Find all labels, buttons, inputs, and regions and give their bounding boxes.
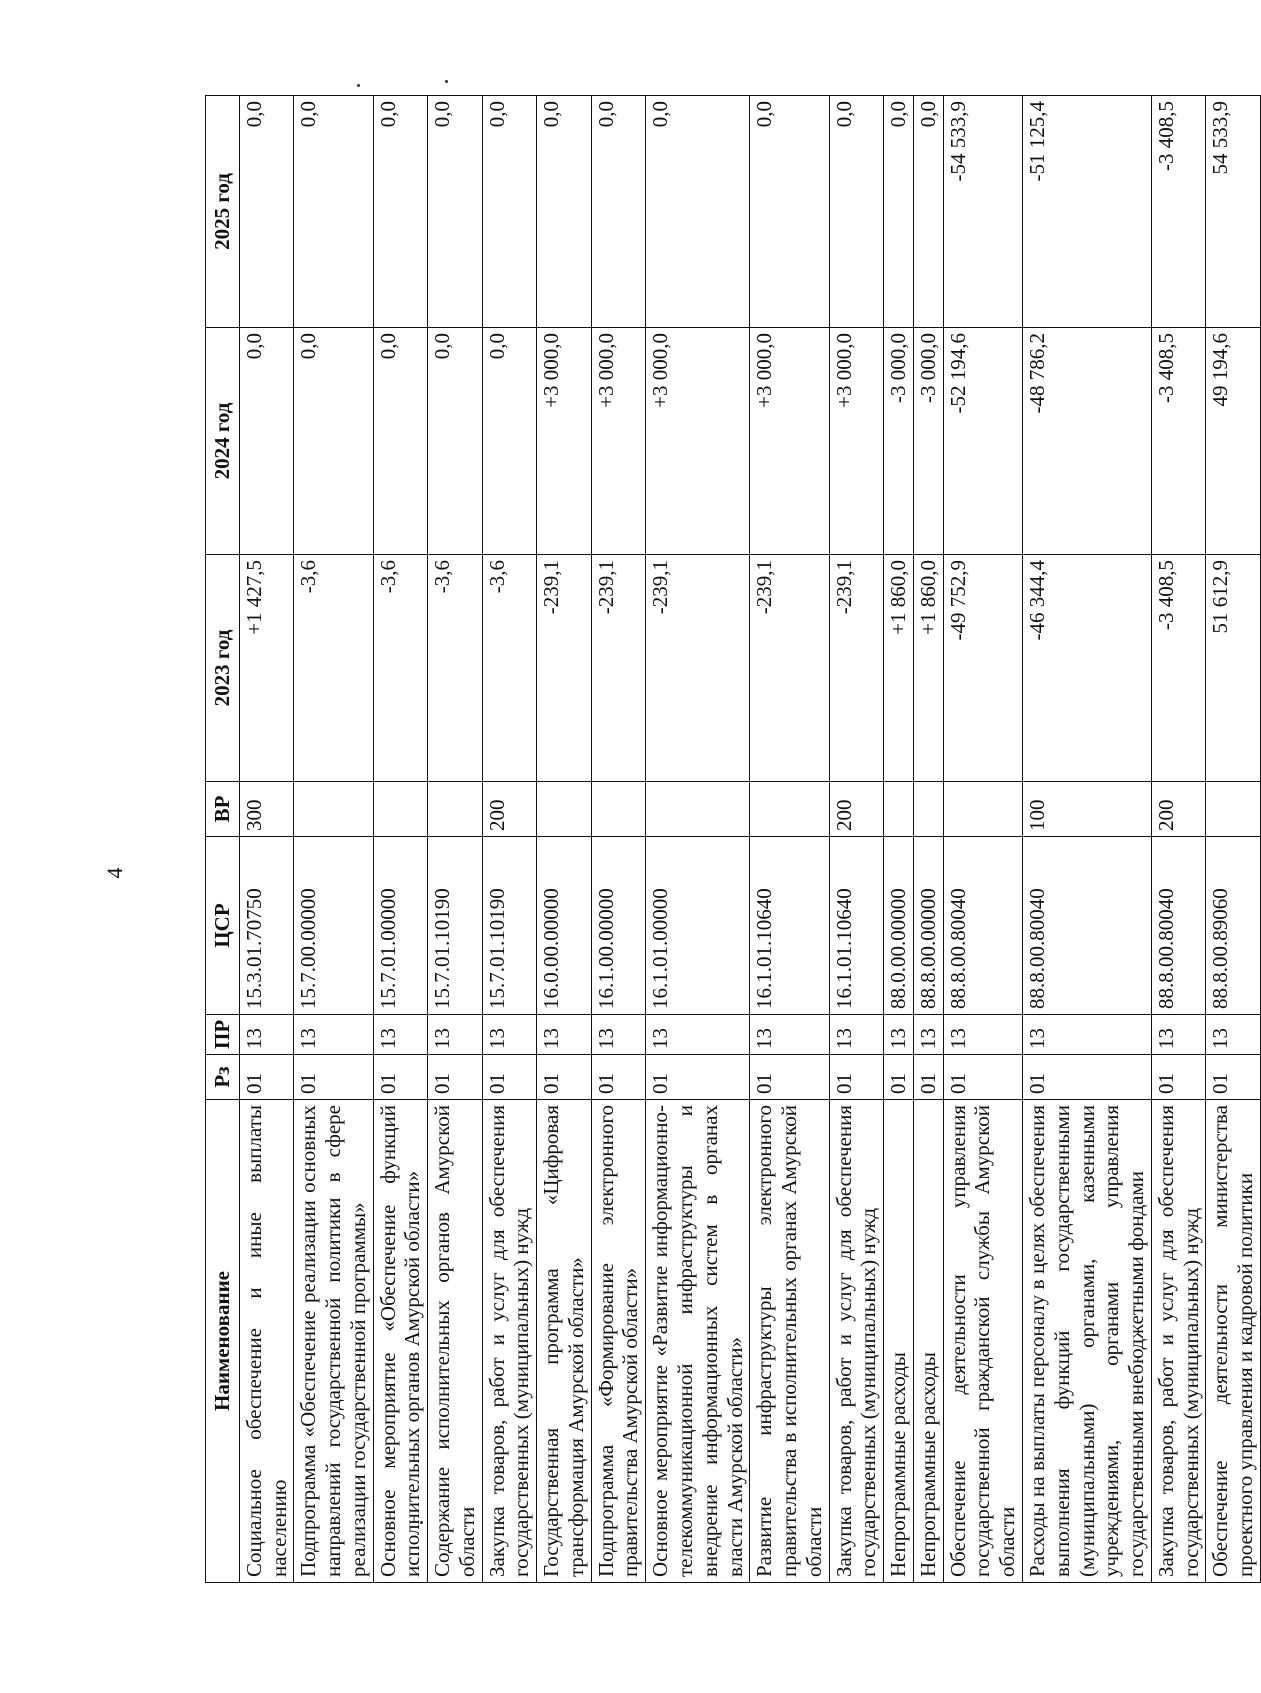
cell-csr: 16.0.00.00000	[537, 837, 592, 1015]
cell-2025: 0,0	[646, 96, 750, 328]
table-row	[1206, 96, 1261, 1583]
budget-table-rotated	[205, 96, 1258, 1583]
cell-rz: 01	[591, 1055, 646, 1100]
cell-2023: -239,1	[750, 555, 829, 782]
cell-csr: 16.1.01.10640	[829, 837, 884, 1015]
cell-pr: 13	[428, 1015, 483, 1055]
cell-pr: 13	[239, 1015, 294, 1055]
cell-2024: -48 786,2	[1022, 328, 1151, 555]
cell-2025: 54 533,9	[1206, 96, 1261, 328]
cell-name: Государственная программа «Цифровая трансформация Амурской области»	[537, 1100, 592, 1583]
cell-2023: +1 860,0	[913, 555, 943, 782]
cell-2023: -3,6	[428, 555, 483, 782]
table-row	[750, 96, 829, 1583]
cell-vr	[913, 782, 943, 837]
cell-csr: 15.7.01.10190	[428, 837, 483, 1015]
cell-2023: -49 752,9	[943, 555, 1022, 782]
cell-csr: 15.7.01.00000	[373, 837, 428, 1015]
cell-rz: 01	[913, 1055, 943, 1100]
cell-2024: 49 194,6	[1206, 328, 1261, 555]
header-pr: ПР	[206, 1015, 240, 1055]
cell-csr: 15.3.01.70750	[239, 837, 294, 1015]
cell-2023: -3,6	[373, 555, 428, 782]
cell-csr: 88.8.00.89060	[1206, 837, 1261, 1015]
cell-vr	[591, 782, 646, 837]
cell-vr: 200	[829, 782, 884, 837]
cell-2023: +1 860,0	[884, 555, 914, 782]
cell-2024: +3 000,0	[829, 328, 884, 555]
cell-pr: 13	[1206, 1015, 1261, 1055]
cell-name: Обеспечение деятельности министерства проектного управления и кадровой политики	[1206, 1100, 1261, 1583]
cell-vr	[884, 782, 914, 837]
cell-vr: 200	[482, 782, 537, 837]
cell-pr: 13	[482, 1015, 537, 1055]
cell-pr: 13	[829, 1015, 884, 1055]
cell-vr	[294, 782, 373, 837]
cell-name: Основное мероприятие «Развитие информационно-телекоммуникационной инфраструктуры и внедрение информационных систем в органах власти Амурской области»	[646, 1100, 750, 1583]
cell-rz: 01	[750, 1055, 829, 1100]
cell-vr: 200	[1151, 782, 1206, 837]
table-row	[829, 96, 884, 1583]
table-row	[913, 96, 943, 1583]
cell-2024: -3 000,0	[884, 328, 914, 555]
page-number: 4	[102, 867, 127, 879]
cell-pr: 13	[913, 1015, 943, 1055]
cell-2023: -3,6	[482, 555, 537, 782]
cell-2025: 0,0	[884, 96, 914, 328]
cell-csr: 88.0.00.00000	[884, 837, 914, 1015]
cell-2025: 0,0	[428, 96, 483, 328]
table-row	[294, 96, 373, 1583]
cell-2024: 0,0	[294, 328, 373, 555]
cell-name: Непрограммные расходы	[884, 1100, 914, 1583]
cell-pr: 13	[294, 1015, 373, 1055]
table-header-row	[206, 96, 240, 1583]
cell-2024: +3 000,0	[646, 328, 750, 555]
header-csr: ЦСР	[206, 837, 240, 1015]
header-vr: ВР	[206, 782, 240, 837]
cell-2023: 51 612,9	[1206, 555, 1261, 782]
table-row	[1022, 96, 1151, 1583]
cell-name: Закупка товаров, работ и услуг для обеспечения государственных (муниципальных) нужд	[482, 1100, 537, 1583]
cell-vr	[646, 782, 750, 837]
cell-rz: 01	[1022, 1055, 1151, 1100]
cell-pr: 13	[750, 1015, 829, 1055]
header-name: Наименование	[206, 1100, 240, 1583]
table-row	[428, 96, 483, 1583]
cell-2025: 0,0	[294, 96, 373, 328]
table-row	[537, 96, 592, 1583]
cell-rz: 01	[373, 1055, 428, 1100]
cell-2025: 0,0	[750, 96, 829, 328]
table-row	[884, 96, 914, 1583]
cell-2025: -54 533,9	[943, 96, 1022, 328]
cell-rz: 01	[239, 1055, 294, 1100]
cell-2023: -239,1	[591, 555, 646, 782]
cell-2024: +3 000,0	[537, 328, 592, 555]
cell-rz: 01	[1151, 1055, 1206, 1100]
cell-vr	[428, 782, 483, 837]
cell-name: Обеспечение деятельности управления государственной гражданской службы Амурской области	[943, 1100, 1022, 1583]
cell-2025: 0,0	[537, 96, 592, 328]
cell-2024: -3 000,0	[913, 328, 943, 555]
cell-pr: 13	[646, 1015, 750, 1055]
table-row	[482, 96, 537, 1583]
cell-vr	[373, 782, 428, 837]
cell-2024: -52 194,6	[943, 328, 1022, 555]
cell-csr: 15.7.00.00000	[294, 837, 373, 1015]
cell-name: Расходы на выплаты персоналу в целях обеспечения выполнения функций государственными (муниципальными) органами, казенными учреждениями, органами управления государственными внебюджетными фондами	[1022, 1100, 1151, 1583]
cell-2025: 0,0	[829, 96, 884, 328]
cell-rz: 01	[943, 1055, 1022, 1100]
header-2024: 2024 год	[206, 328, 240, 555]
cell-2025: -51 125,4	[1022, 96, 1151, 328]
header-2025: 2025 год	[206, 96, 240, 328]
cell-2023: -3,6	[294, 555, 373, 782]
cell-vr	[750, 782, 829, 837]
cell-2023: +1 427,5	[239, 555, 294, 782]
table-row	[943, 96, 1022, 1583]
cell-2025: 0,0	[482, 96, 537, 328]
header-rz: Рз	[206, 1055, 240, 1100]
cell-2023: -3 408,5	[1151, 555, 1206, 782]
cell-pr: 13	[591, 1015, 646, 1055]
cell-2025: 0,0	[591, 96, 646, 328]
cell-2025: -3 408,5	[1151, 96, 1206, 328]
cell-rz: 01	[482, 1055, 537, 1100]
table-row	[1151, 96, 1206, 1583]
budget-table	[205, 95, 1261, 1583]
cell-csr: 15.7.01.10190	[482, 837, 537, 1015]
cell-csr: 16.1.01.10640	[750, 837, 829, 1015]
table-row	[373, 96, 428, 1583]
cell-csr: 16.1.00.00000	[591, 837, 646, 1015]
cell-name: Развитие инфраструктуры электронного правительства в исполнительных органах Амурской области	[750, 1100, 829, 1583]
cell-vr	[537, 782, 592, 837]
cell-pr: 13	[943, 1015, 1022, 1055]
cell-name: Непрограммные расходы	[913, 1100, 943, 1583]
cell-name: Содержание исполнительных органов Амурской области	[428, 1100, 483, 1583]
cell-name: Подпрограмма «Обеспечение реализации основных направлений государственной политики в сфере реализации государственной программы»	[294, 1100, 373, 1583]
cell-rz: 01	[646, 1055, 750, 1100]
cell-rz: 01	[829, 1055, 884, 1100]
cell-rz: 01	[537, 1055, 592, 1100]
cell-2024: 0,0	[428, 328, 483, 555]
cell-2025: 0,0	[913, 96, 943, 328]
cell-2025: 0,0	[239, 96, 294, 328]
scan-speck	[445, 80, 448, 83]
cell-csr: 88.8.00.80040	[943, 837, 1022, 1015]
cell-vr: 300	[239, 782, 294, 837]
cell-2024: 0,0	[373, 328, 428, 555]
cell-csr: 88.8.00.80040	[1022, 837, 1151, 1015]
cell-2024: 0,0	[239, 328, 294, 555]
cell-2023: -239,1	[537, 555, 592, 782]
cell-2024: 0,0	[482, 328, 537, 555]
cell-rz: 01	[884, 1055, 914, 1100]
cell-vr	[1206, 782, 1261, 837]
cell-2023: -239,1	[829, 555, 884, 782]
cell-pr: 13	[884, 1015, 914, 1055]
header-2023: 2023 год	[206, 555, 240, 782]
cell-2024: +3 000,0	[750, 328, 829, 555]
cell-2024: -3 408,5	[1151, 328, 1206, 555]
cell-pr: 13	[1151, 1015, 1206, 1055]
cell-name: Социальное обеспечение и иные выплаты населению	[239, 1100, 294, 1583]
cell-vr	[943, 782, 1022, 837]
cell-name: Закупка товаров, работ и услуг для обеспечения государственных (муниципальных) нужд	[829, 1100, 884, 1583]
cell-2023: -46 344,4	[1022, 555, 1151, 782]
table-row	[646, 96, 750, 1583]
table-row	[591, 96, 646, 1583]
cell-pr: 13	[1022, 1015, 1151, 1055]
cell-name: Подпрограмма «Формирование электронного правительства Амурской области»	[591, 1100, 646, 1583]
scan-speck	[357, 84, 360, 87]
cell-name: Основное мероприятие «Обеспечение функций исполнительных органов Амурской области»	[373, 1100, 428, 1583]
cell-rz: 01	[1206, 1055, 1261, 1100]
cell-csr: 88.8.00.80040	[1151, 837, 1206, 1015]
cell-2025: 0,0	[373, 96, 428, 328]
cell-rz: 01	[294, 1055, 373, 1100]
cell-vr: 100	[1022, 782, 1151, 837]
cell-2023: -239,1	[646, 555, 750, 782]
cell-csr: 16.1.01.00000	[646, 837, 750, 1015]
cell-pr: 13	[373, 1015, 428, 1055]
cell-csr: 88.8.00.00000	[913, 837, 943, 1015]
cell-2024: +3 000,0	[591, 328, 646, 555]
cell-rz: 01	[428, 1055, 483, 1100]
table-row	[239, 96, 294, 1583]
cell-pr: 13	[537, 1015, 592, 1055]
cell-name: Закупка товаров, работ и услуг для обеспечения государственных (муниципальных) нужд	[1151, 1100, 1206, 1583]
